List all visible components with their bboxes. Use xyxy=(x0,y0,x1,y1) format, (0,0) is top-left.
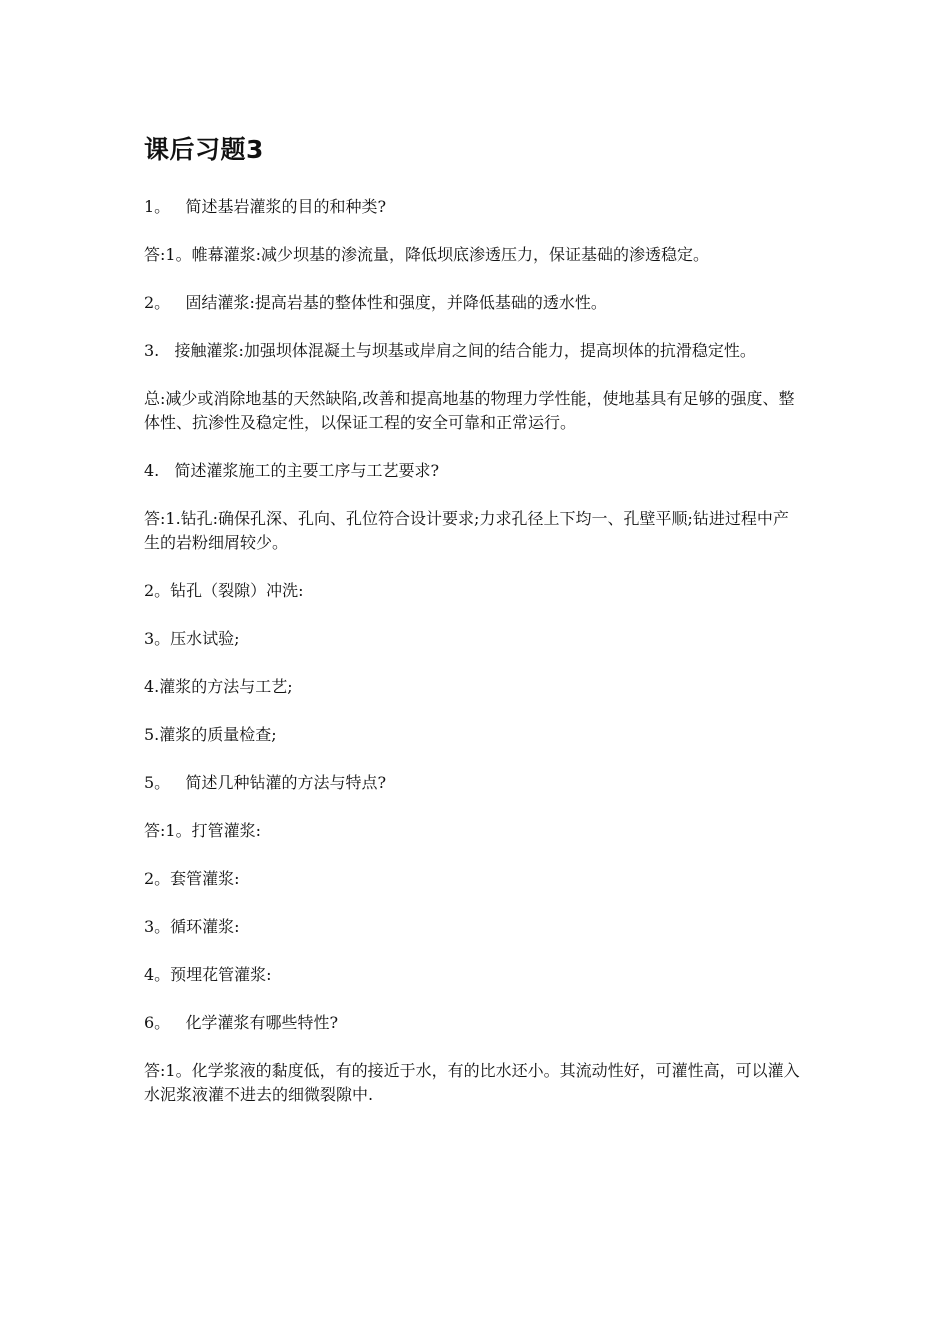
answer-5-casing-grouting: 2。套管灌浆: xyxy=(144,869,240,888)
answer-1-consolidation-grouting: 2。 固结灌浆:提高岩基的整体性和强度，并降低基础的透水性。 xyxy=(144,293,607,312)
answer-5-embedded-pipe-grouting: 4。预埋花管灌浆: xyxy=(144,965,272,984)
answer-4-drilling: 答:1.钻孔:确保孔深、孔向、孔位符合设计要求;力求孔径上下均一、孔壁平顺;钻进过程中产生的岩粉细屑较少。 xyxy=(144,509,789,552)
answer-5-pipe-driving-grouting: 答:1。打管灌浆: xyxy=(144,821,261,840)
answer-4-water-pressure-test: 3。压水试验; xyxy=(144,629,240,648)
answer-1-summary: 总:减少或消除地基的天然缺陷,改善和提高地基的物理力学性能，使地基具有足够的强度、整体性、抗渗性及稳定性，以保证工程的安全可靠和正常运行。 xyxy=(144,389,795,432)
answer-4-grouting-method: 4.灌浆的方法与工艺; xyxy=(144,677,293,696)
answer-6-chemical-grout: 答:1。化学浆液的黏度低，有的接近于水，有的比水还小。其流动性好，可灌性高，可以灌入水泥浆液灌不进去的细微裂隙中. xyxy=(144,1061,800,1104)
answer-1-curtain-grouting: 答:1。帷幕灌浆:减少坝基的渗流量，降低坝底渗透压力，保证基础的渗透稳定。 xyxy=(144,245,709,264)
answer-1-contact-grouting: 3. 接触灌浆:加强坝体混凝土与坝基或岸肩之间的结合能力，提高坝体的抗滑稳定性。 xyxy=(144,341,756,360)
question-6: 6。 化学灌浆有哪些特性? xyxy=(144,1013,339,1032)
answer-4-flushing: 2。钻孔（裂隙）冲洗: xyxy=(144,581,304,600)
question-4: 4. 简述灌浆施工的主要工序与工艺要求? xyxy=(144,461,440,480)
page-title: 课后习题3 xyxy=(144,135,264,164)
answer-4-quality-check: 5.灌浆的质量检查; xyxy=(144,725,277,744)
question-1: 1。 简述基岩灌浆的目的和种类? xyxy=(144,197,387,216)
document-content xyxy=(144,130,804,1131)
question-5: 5。 简述几种钻灌的方法与特点? xyxy=(144,773,387,792)
answer-5-circulation-grouting: 3。循环灌浆: xyxy=(144,917,240,936)
